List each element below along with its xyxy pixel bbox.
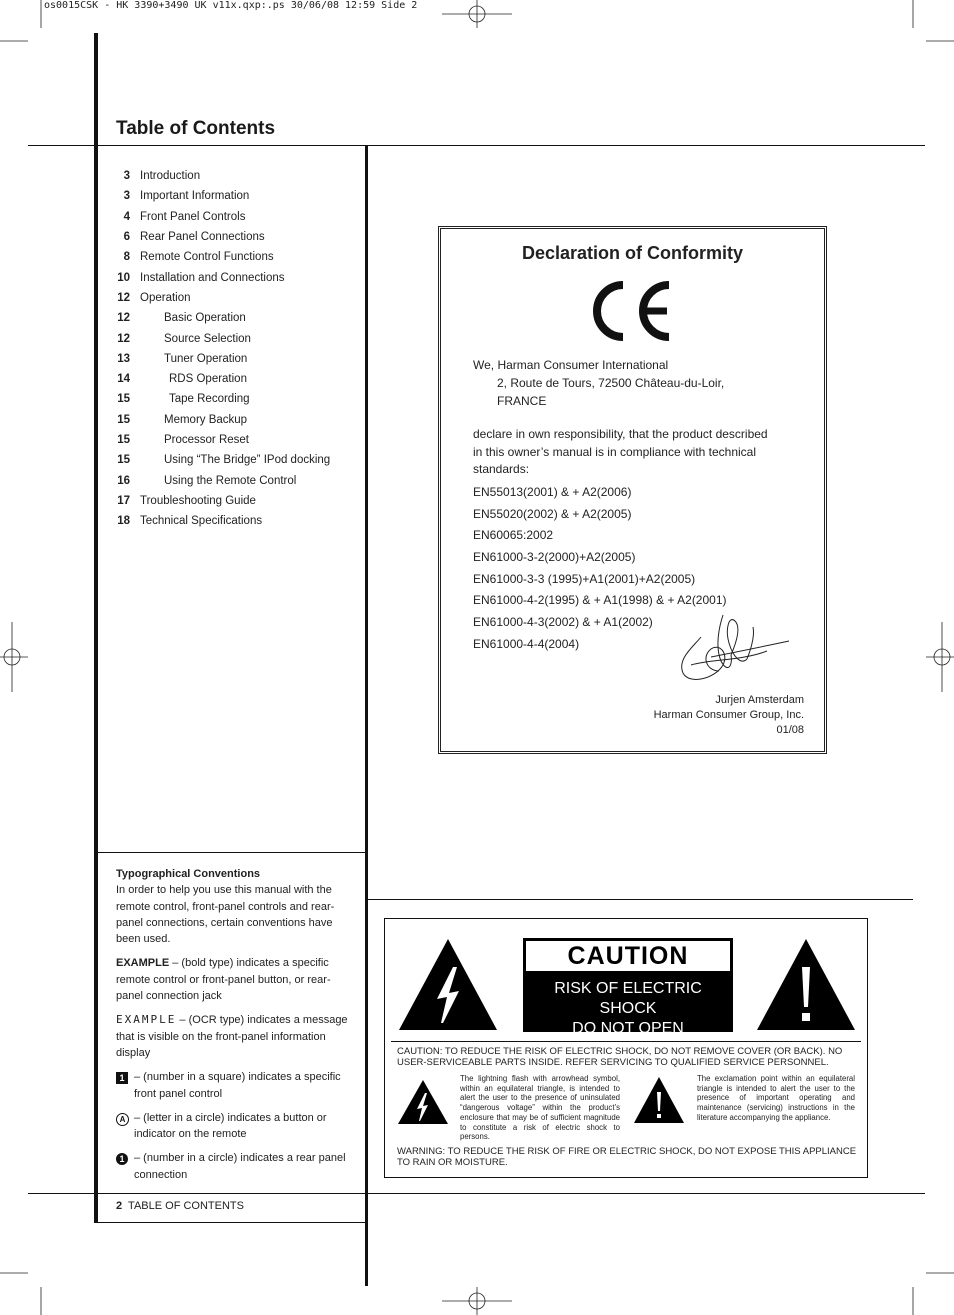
letter-circle-icon: A [116, 1113, 129, 1126]
typo-square-desc: – (number in a square) indicates a specific front panel control [134, 1071, 341, 1100]
caution-heading: CAUTION [526, 941, 730, 971]
toc-page-number: 16 [117, 474, 130, 487]
signer-company: Harman Consumer Group, Inc. [653, 709, 804, 721]
standard-item: EN61000-3-3 (1995)+A1(2001)+A2(2005) [473, 572, 696, 586]
toc-subitem[interactable] [116, 328, 361, 348]
toc-subitem[interactable] [116, 369, 361, 389]
print-header: os0015CSK - HK 3390+3490 UK v11x.qxp:.ps 30/06/08 12:59 Side 2 [44, 0, 418, 11]
toc-page-number: 13 [117, 352, 130, 365]
signer-date: 01/08 [776, 724, 804, 736]
signer-block [654, 693, 804, 738]
standard-item: EN61000-3-2(2000)+A2(2005) [473, 550, 636, 564]
toc-subitem[interactable] [116, 389, 361, 409]
toc-subitem[interactable] [116, 349, 361, 369]
toc-page-number: 12 [117, 332, 130, 345]
standard-item: EN60065:2002 [473, 528, 554, 542]
typo-bold-desc: – (bold type) indicates a specific remote control or front-panel button, or rear-panel connection jack [116, 957, 331, 1003]
toc-subitem[interactable] [116, 450, 361, 470]
toc-subitem[interactable] [116, 470, 361, 490]
caution-subtext [524, 979, 732, 1039]
toc-page-number: 15 [117, 393, 130, 406]
toc-page-number: 4 [123, 210, 130, 223]
toc-item-label: Using the Remote Control [164, 474, 297, 487]
typographical-conventions [116, 866, 356, 1191]
exclamation-description: The exclamation point within an equilateral triangle is intended to alert the user to the presence of important operating and maintenance (servicing) instructions in the literature accompanying the appliance. [697, 1074, 855, 1122]
typo-letter-desc: – (letter in a circle) indicates a button or indicator on the remote [134, 1111, 327, 1141]
number-circle-icon: 1 [116, 1153, 128, 1165]
toc-item-label: Operation [140, 291, 191, 304]
typo-bold-example [116, 955, 356, 1004]
typo-top-rule [98, 852, 365, 853]
typo-intro: In order to help you use this manual with the remote control, front-panel controls and rear-panel connections, certain conventions have been used. [116, 884, 335, 946]
left-margin-bar [94, 33, 98, 1223]
caution-subtext-line1: RISK OF ELECTRIC SHOCK [554, 980, 702, 1017]
toc-page-number: 15 [117, 434, 130, 446]
typo-number-desc: – (number in a circle) indicates a rear panel connection [134, 1152, 346, 1181]
toc-item[interactable] [116, 511, 361, 531]
declaration-issuer: We, Harman Consumer International [473, 358, 669, 372]
exclamation-warning-small-icon [633, 1076, 685, 1124]
toc-item[interactable] [116, 227, 361, 247]
caution-banner [523, 938, 733, 1037]
standard-item: EN61000-4-2(1995) & + A1(1998) & + A2(2001) [473, 593, 727, 607]
toc-page-number: 12 [117, 291, 130, 304]
toc-item[interactable] [116, 288, 361, 308]
toc-item-label: Tape Recording [169, 393, 250, 406]
toc-item-label: Memory Backup [164, 413, 248, 426]
ce-mark-icon [583, 279, 675, 343]
toc-item-label: Source Selection [164, 332, 251, 345]
typo-square-example [116, 1069, 356, 1102]
toc-list [116, 166, 361, 531]
toc-page-number: 17 [117, 494, 130, 507]
toc-page-number: 15 [117, 454, 130, 467]
toc-item[interactable] [116, 491, 361, 511]
caution-box [384, 918, 868, 1178]
toc-item-label: Installation and Connections [140, 271, 285, 284]
footer-bottom-rule [98, 1222, 365, 1223]
page-title: Table of Contents [116, 118, 276, 139]
toc-page-number: 6 [123, 231, 130, 244]
toc-page-number: 8 [123, 251, 130, 264]
typo-ocr-example [116, 1012, 356, 1061]
standard-item: EN55020(2002) & + A2(2005) [473, 507, 632, 521]
typo-number-example [116, 1150, 356, 1183]
toc-item-label: Important Information [140, 190, 250, 203]
standard-item: EN55013(2001) & + A2(2006) [473, 485, 632, 499]
caution-subtext-line2: DO NOT OPEN [572, 1020, 684, 1037]
typo-heading: Typographical Conventions [116, 868, 261, 880]
typo-letter-example [116, 1110, 356, 1143]
toc-page-number: 18 [117, 515, 130, 528]
caution-top-rule [368, 899, 913, 900]
toc-item-label: RDS Operation [169, 373, 247, 386]
toc-item-label: Technical Specifications [140, 515, 263, 528]
warning-notice: WARNING: TO REDUCE THE RISK OF FIRE OR ELECTRIC SHOCK, DO NOT EXPOSE THIS APPLIANCE TO RAIN OR MOISTURE. [397, 1146, 857, 1168]
toc-item-label: Introduction [140, 170, 201, 183]
toc-item[interactable] [116, 247, 361, 267]
lightning-warning-icon [397, 937, 499, 1032]
declaration-address-line2: FRANCE [497, 394, 547, 408]
toc-item[interactable] [116, 267, 361, 287]
toc-item[interactable] [116, 207, 361, 227]
typo-ocr-desc: – (OCR type) indicates a message that is visible on the front-panel information display [116, 1014, 348, 1059]
toc-page-number: 10 [117, 271, 130, 284]
toc-item-label: Tuner Operation [164, 352, 248, 365]
title-rule [28, 145, 925, 146]
column-divider [365, 146, 368, 1286]
toc-subitem[interactable] [116, 308, 361, 328]
standard-item: EN61000-4-4(2004) [473, 637, 580, 651]
declaration-statement: declare in own responsibility, that the product described in this owner’s manual is in compliance with technical standards: [473, 427, 768, 476]
lightning-warning-small-icon [397, 1079, 449, 1125]
declaration-title: Declaration of Conformity [521, 243, 744, 263]
toc-item-label: Processor Reset [164, 434, 250, 446]
exclamation-warning-icon [755, 937, 857, 1032]
caution-notice: CAUTION: TO REDUCE THE RISK OF ELECTRIC SHOCK, DO NOT REMOVE COVER (OR BACK). NO USER-SERVICEABLE PARTS INSIDE. REFER SERVICING TO QUALIFIED SERVICE PERSONNEL. [397, 1046, 843, 1068]
toc-item[interactable] [116, 166, 361, 186]
typo-ocr-term: EXAMPLE [116, 1013, 177, 1027]
toc-page-number: 14 [117, 373, 130, 386]
page-number: 2 [116, 1200, 123, 1212]
toc-page-number: 3 [123, 190, 130, 203]
toc-item-label: Rear Panel Connections [140, 231, 265, 244]
toc-item[interactable] [116, 186, 361, 206]
standard-item: EN61000-4-3(2002) & + A1(2002) [473, 615, 653, 629]
toc-item-label: Using “The Bridge” IPod docking [164, 454, 331, 467]
declaration-address-line1: 2, Route de Tours, 72500 Château-du-Loir, [497, 376, 725, 390]
toc-subitem[interactable] [116, 430, 361, 450]
toc-item-label: Troubleshooting Guide [140, 494, 256, 507]
page-footer [116, 1200, 244, 1212]
number-square-icon: 1 [116, 1072, 128, 1084]
lightning-description: The lightning flash with arrowhead symbol, within an equilateral triangle, is intended to alert the user to the presence of uninsulated “dangerous voltage” within the product’s enclosure that may be of sufficient magnitude to constitute a risk of electric shock to persons. [460, 1074, 620, 1142]
toc-page-number: 15 [117, 413, 130, 426]
signer-name: Jurjen Amsterdam [715, 694, 804, 706]
toc-item-label: Front Panel Controls [140, 210, 246, 223]
declaration-box [438, 226, 827, 754]
toc-item-label: Basic Operation [164, 312, 246, 325]
toc-item-label: Remote Control Functions [140, 251, 274, 264]
toc-page-number: 3 [123, 170, 130, 183]
caution-separator [391, 1041, 861, 1042]
footer-section: TABLE OF CONTENTS [128, 1200, 244, 1212]
signature-image [671, 607, 791, 693]
toc-subitem[interactable] [116, 410, 361, 430]
toc-page-number: 12 [117, 312, 130, 325]
typo-bold-term: EXAMPLE [116, 957, 170, 970]
footer-top-rule [28, 1193, 925, 1194]
